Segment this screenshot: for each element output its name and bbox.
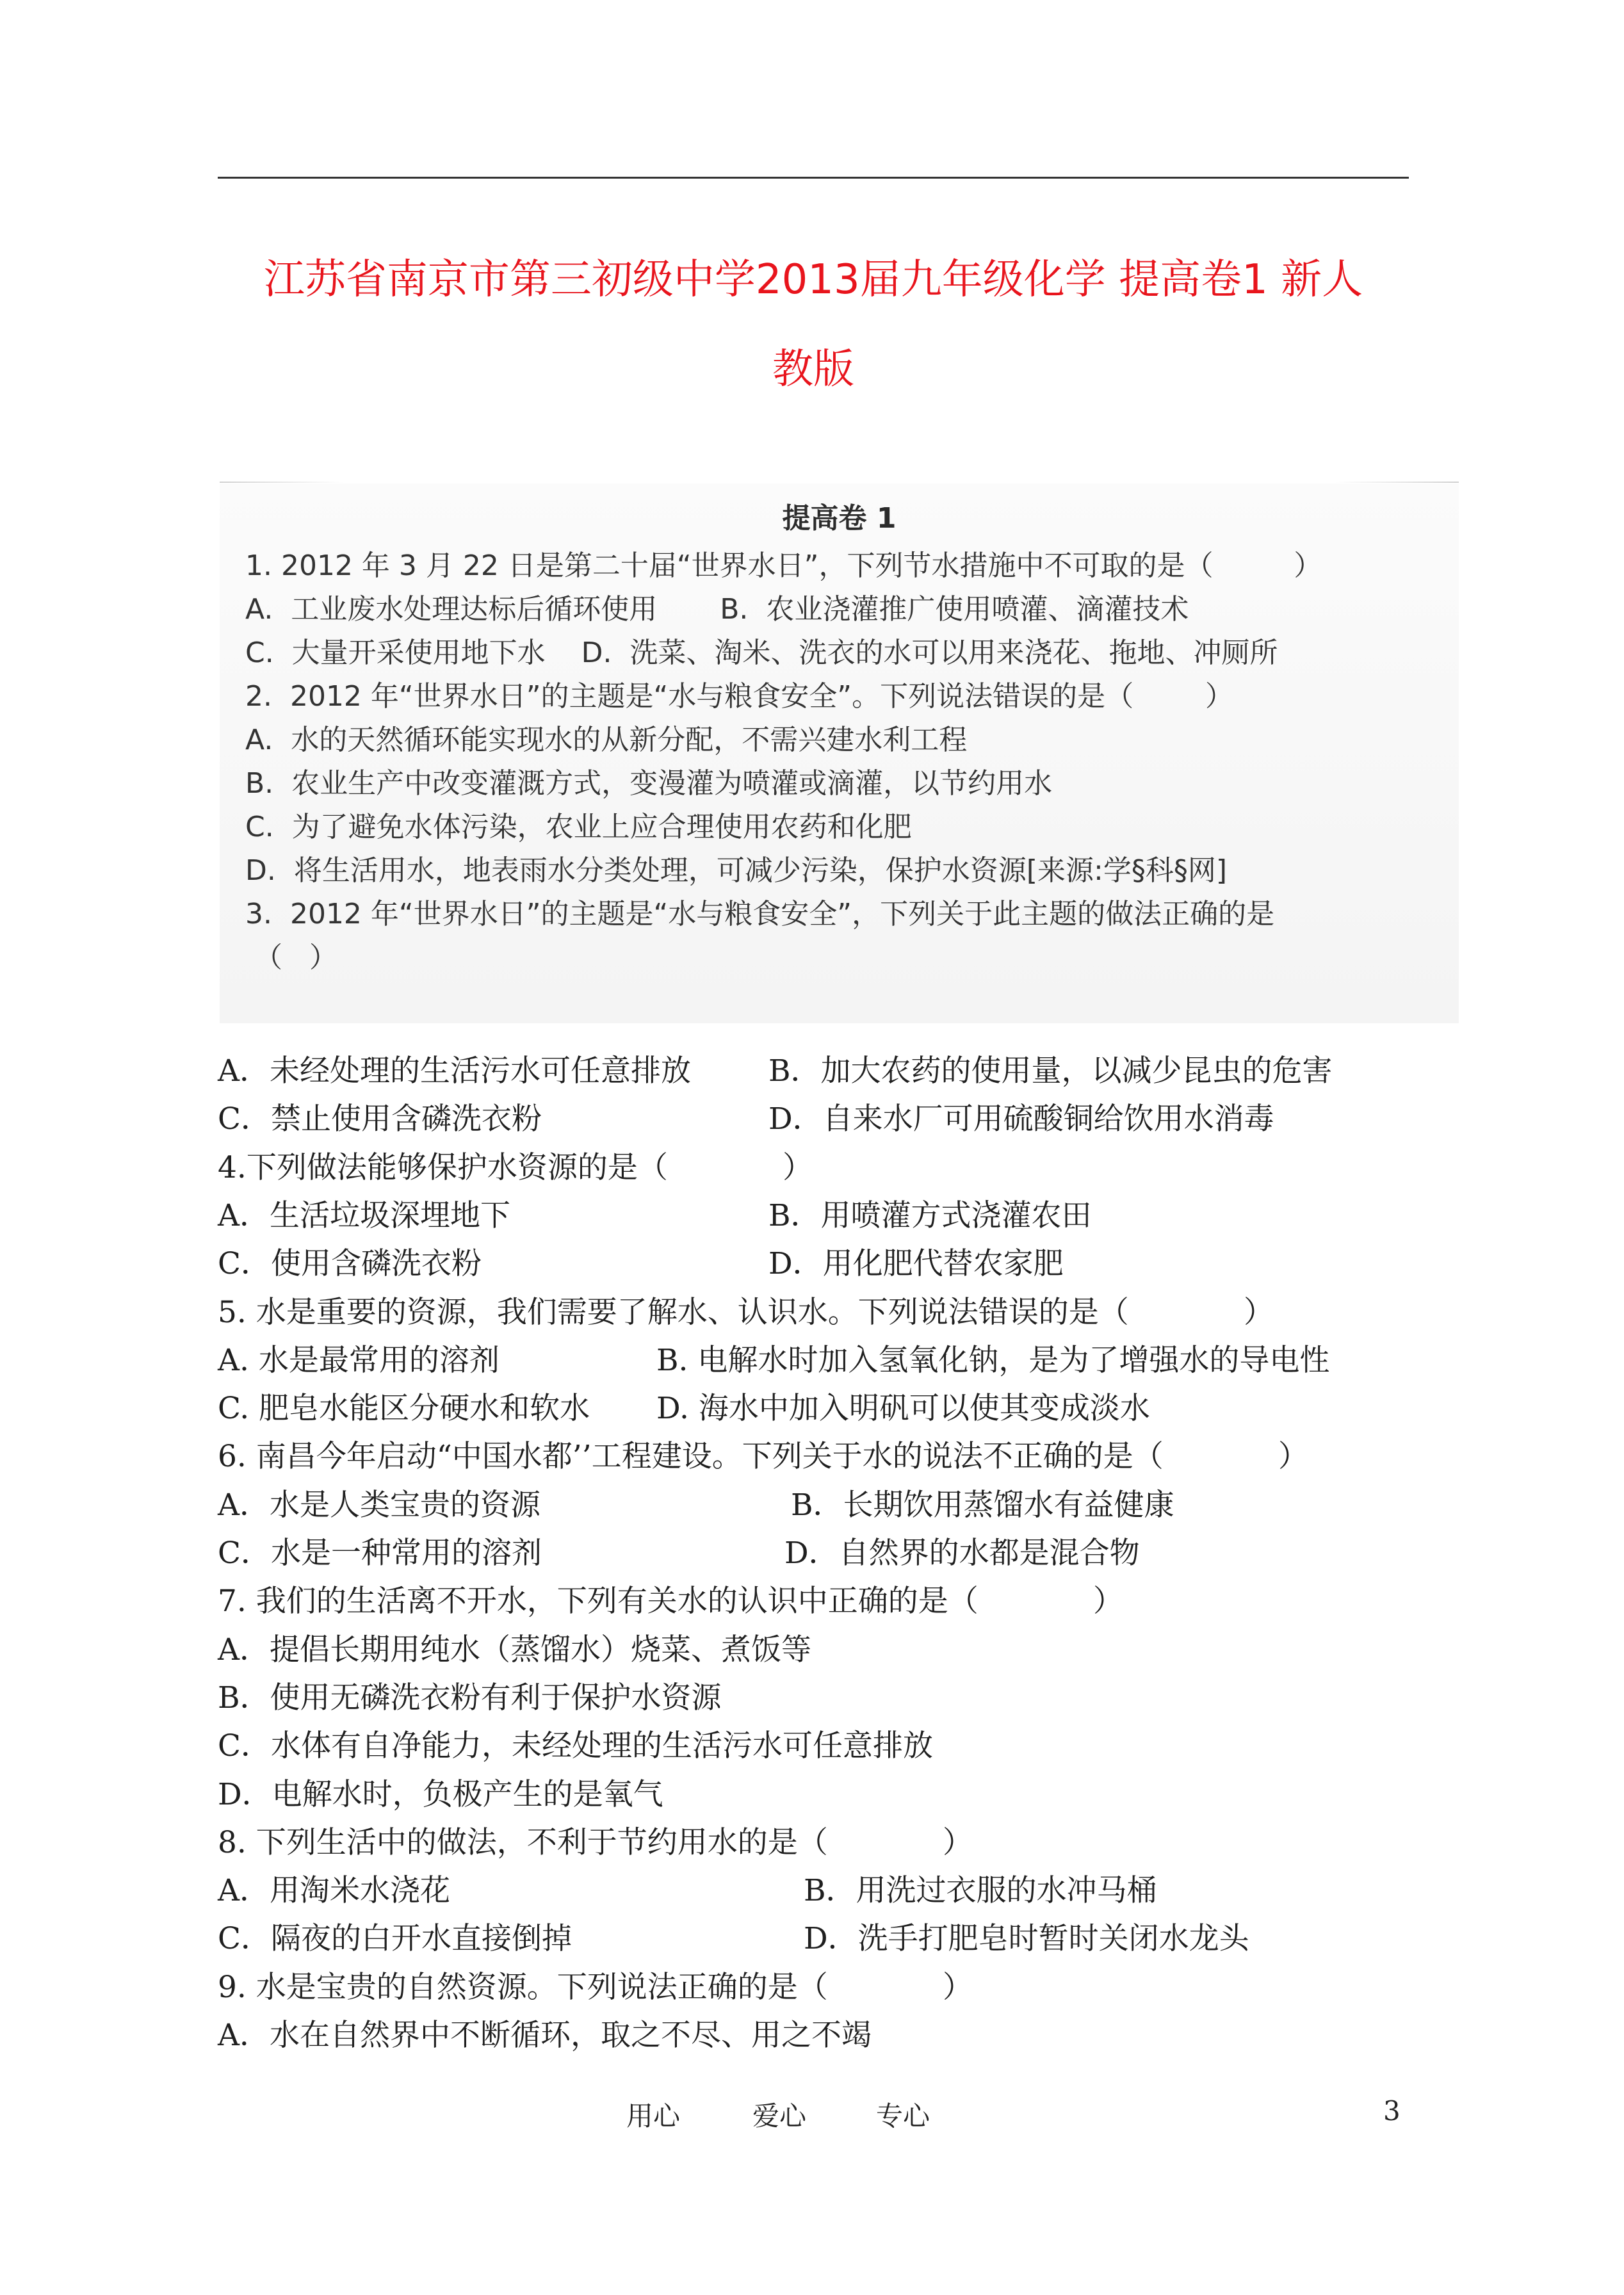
- page-title-line1: 江苏省南京市第三初级中学2013届九年级化学 提高卷1 新人: [263, 256, 1363, 304]
- screenshot-line: 1. 2012 年 3 月 22 日是第二十届“世界水日”，下列节水措施中不可取的是（ ）: [245, 549, 1322, 582]
- question-option: D．洗手打肥皂时暂时关闭水龙头: [804, 1921, 1249, 1956]
- question-line: A．提倡长期用纯水（蒸馏水）烧菜、煮饭等: [218, 1632, 811, 1667]
- footer-text-2: 爱心: [752, 2100, 807, 2132]
- footer-text-1: 用心: [626, 2100, 681, 2132]
- screenshot-line: A. 工业废水处理达标后循环使用 B. 农业浇灌推广使用喷灌、滴灌技术: [245, 593, 1189, 626]
- screenshot-line: D. 将生活用水，地表雨水分类处理，可减少污染，保护水资源[来源:学§科§网]: [245, 854, 1227, 887]
- screenshot-line: B. 农业生产中改变灌溉方式，变漫灌为喷灌或滴灌，以节约用水: [245, 767, 1053, 800]
- page-number: 3: [1383, 2095, 1401, 2127]
- screenshot-line: 2. 2012 年“世界水日”的主题是“水与粮食安全”。下列说法错误的是（ ）: [245, 680, 1233, 713]
- question-line: A．水在自然界中不断循环，取之不尽、用之不竭: [218, 2018, 872, 2053]
- question-line: C. 肥皂水能区分硬水和软水: [218, 1391, 590, 1426]
- question-line: C．水是一种常用的溶剂: [218, 1536, 542, 1571]
- question-line: C．水体有自净能力，未经处理的生活污水可任意排放: [218, 1728, 933, 1764]
- question-line: D．电解水时，负极产生的是氧气: [218, 1777, 663, 1812]
- question-line: A．水是人类宝贵的资源: [218, 1488, 540, 1523]
- question-option: D．自来水厂可用硫酸铜给饮用水消毒: [768, 1101, 1274, 1137]
- question-option: B. 电解水时加入氢氧化钠，是为了增强水的导电性: [656, 1343, 1330, 1378]
- question-line: A．用淘米水浇花: [218, 1873, 450, 1908]
- screenshot-line: 3. 2012 年“世界水日”的主题是“水与粮食安全”，下列关于此主题的做法正确的是: [245, 898, 1275, 930]
- question-option: B．加大农药的使用量，以减少昆虫的危害: [768, 1053, 1333, 1089]
- question-line: C．使用含磷洗衣粉: [218, 1246, 482, 1281]
- page-title-line2: 教版: [772, 346, 854, 393]
- question-option: D．自然界的水都是混合物: [784, 1536, 1140, 1571]
- question-line: 8. 下列生活中的做法，不利于节约用水的是（ ）: [218, 1825, 973, 1860]
- question-line: 7. 我们的生活离不开水，下列有关水的认识中正确的是（ ）: [218, 1584, 1124, 1619]
- question-line: 4.下列做法能够保护水资源的是（ ）: [218, 1150, 813, 1185]
- question-option: B．用洗过衣服的水冲马桶: [804, 1873, 1157, 1908]
- question-option: D. 海水中加入明矾可以使其变成淡水: [656, 1391, 1150, 1426]
- screenshot-line: C. 为了避免水体污染，农业上应合理使用农药和化肥: [245, 811, 912, 843]
- question-line: 6. 南昌今年启动“中国水都’’工程建设。下列关于水的说法不正确的是（ ）: [218, 1439, 1308, 1474]
- footer-text-3: 专心: [876, 2100, 930, 2132]
- screenshot-line: （ ）: [245, 941, 337, 974]
- question-line: B．使用无磷洗衣粉有利于保护水资源: [218, 1680, 722, 1715]
- question-line: A. 水是最常用的溶剂: [218, 1343, 499, 1378]
- screenshot-title: 提高卷 1: [782, 502, 897, 535]
- question-option: D．用化肥代替农家肥: [768, 1246, 1064, 1281]
- embedded-screenshot: [220, 483, 1459, 1023]
- question-line: A．生活垃圾深埋地下: [218, 1198, 510, 1233]
- question-option: B．用喷灌方式浇灌农田: [768, 1198, 1092, 1233]
- screenshot-line: A. 水的天然循环能实现水的从新分配，不需兴建水利工程: [245, 724, 968, 756]
- question-line: C．隔夜的白开水直接倒掉: [218, 1921, 572, 1956]
- screenshot-line: C. 大量开采使用地下水 D. 洗菜、淘米、洗衣的水可以用来浇花、拖地、冲厕所: [245, 637, 1278, 669]
- question-line: 9. 水是宝贵的自然资源。下列说法正确的是（ ）: [218, 1970, 973, 2005]
- question-line: A．未经处理的生活污水可任意排放: [218, 1053, 691, 1089]
- question-option: B．长期饮用蒸馏水有益健康: [791, 1488, 1174, 1523]
- screenshot-top-edge: [220, 482, 1459, 483]
- question-line: 5. 水是重要的资源，我们需要了解水、认识水。下列说法错误的是（ ）: [218, 1295, 1274, 1330]
- header-rule: [218, 177, 1409, 179]
- question-line: C．禁止使用含磷洗衣粉: [218, 1101, 542, 1137]
